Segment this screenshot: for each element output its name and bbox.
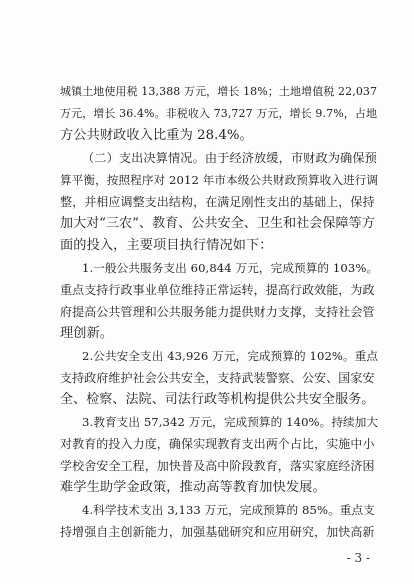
- list-item-start: 1.一般公共服务支出 60,844 万元，完成预算的 103%。: [82, 261, 379, 275]
- text-line: 方公共财政收入比重为 28.4%。: [60, 128, 253, 143]
- text-line: 万元，增长 36.4%。非税收入 73,727 万元，增长 9.7%，占地: [60, 107, 378, 120]
- text-line: 重点支持行政事业单位维持正常运转，提高行政效能，为政: [60, 283, 375, 297]
- section-heading: （二）支出决算情况。由于经济放缓，市财政为确保预: [82, 151, 377, 165]
- text-line: 对教育的投入力度，确保实现教育支出两个占比，实施中小: [60, 437, 375, 451]
- list-item-start: 3.教育支出 57,342 万元，完成预算的 140%。持续加大: [82, 415, 379, 429]
- list-item-start: 2.公共安全支出 43,926 万元，完成预算的 102%。重点: [82, 349, 379, 363]
- text-line: 支持政府维护社会公共安全，支持武装警察、公安、国家安: [60, 371, 375, 385]
- page-number: - 3 -: [346, 551, 370, 565]
- text-line: 持增强自主创新能力，加强基础研究和应用研究，加快高新: [60, 525, 375, 539]
- text-line: 学校舍安全工程，加快普及高中阶段教育，落实家庭经济困: [60, 459, 375, 473]
- text-line: 面的投入，主要项目执行情况如下：: [60, 238, 273, 253]
- text-line: 整，并相应调整支出结构，在满足刚性支出的基础上，保持: [60, 195, 375, 209]
- text-line: 理创新。: [60, 326, 114, 341]
- text-line: 府提高公共管理和公共服务能力提供财力支撑，支持社会管: [60, 305, 375, 319]
- text-line: 加大对“三农”、教育、公共安全、卫生和社会保障等方: [60, 216, 375, 231]
- text-line: 难学生助学金政策，推动高等教育加快发展。: [60, 480, 326, 495]
- text-line: 全、检察、法院、司法行政等机构提供公共安全服务。: [60, 392, 375, 407]
- text-line: 城镇土地使用税 13,388 万元，增长 18%；土地增值税 22,037: [60, 85, 378, 98]
- text-line: 算平衡，按照程序对 2012 年市本级公共财政预算收入进行调: [60, 173, 379, 187]
- list-item-start: 4.科学技术支出 3,133 万元，完成预算的 85%。重点支: [82, 503, 375, 517]
